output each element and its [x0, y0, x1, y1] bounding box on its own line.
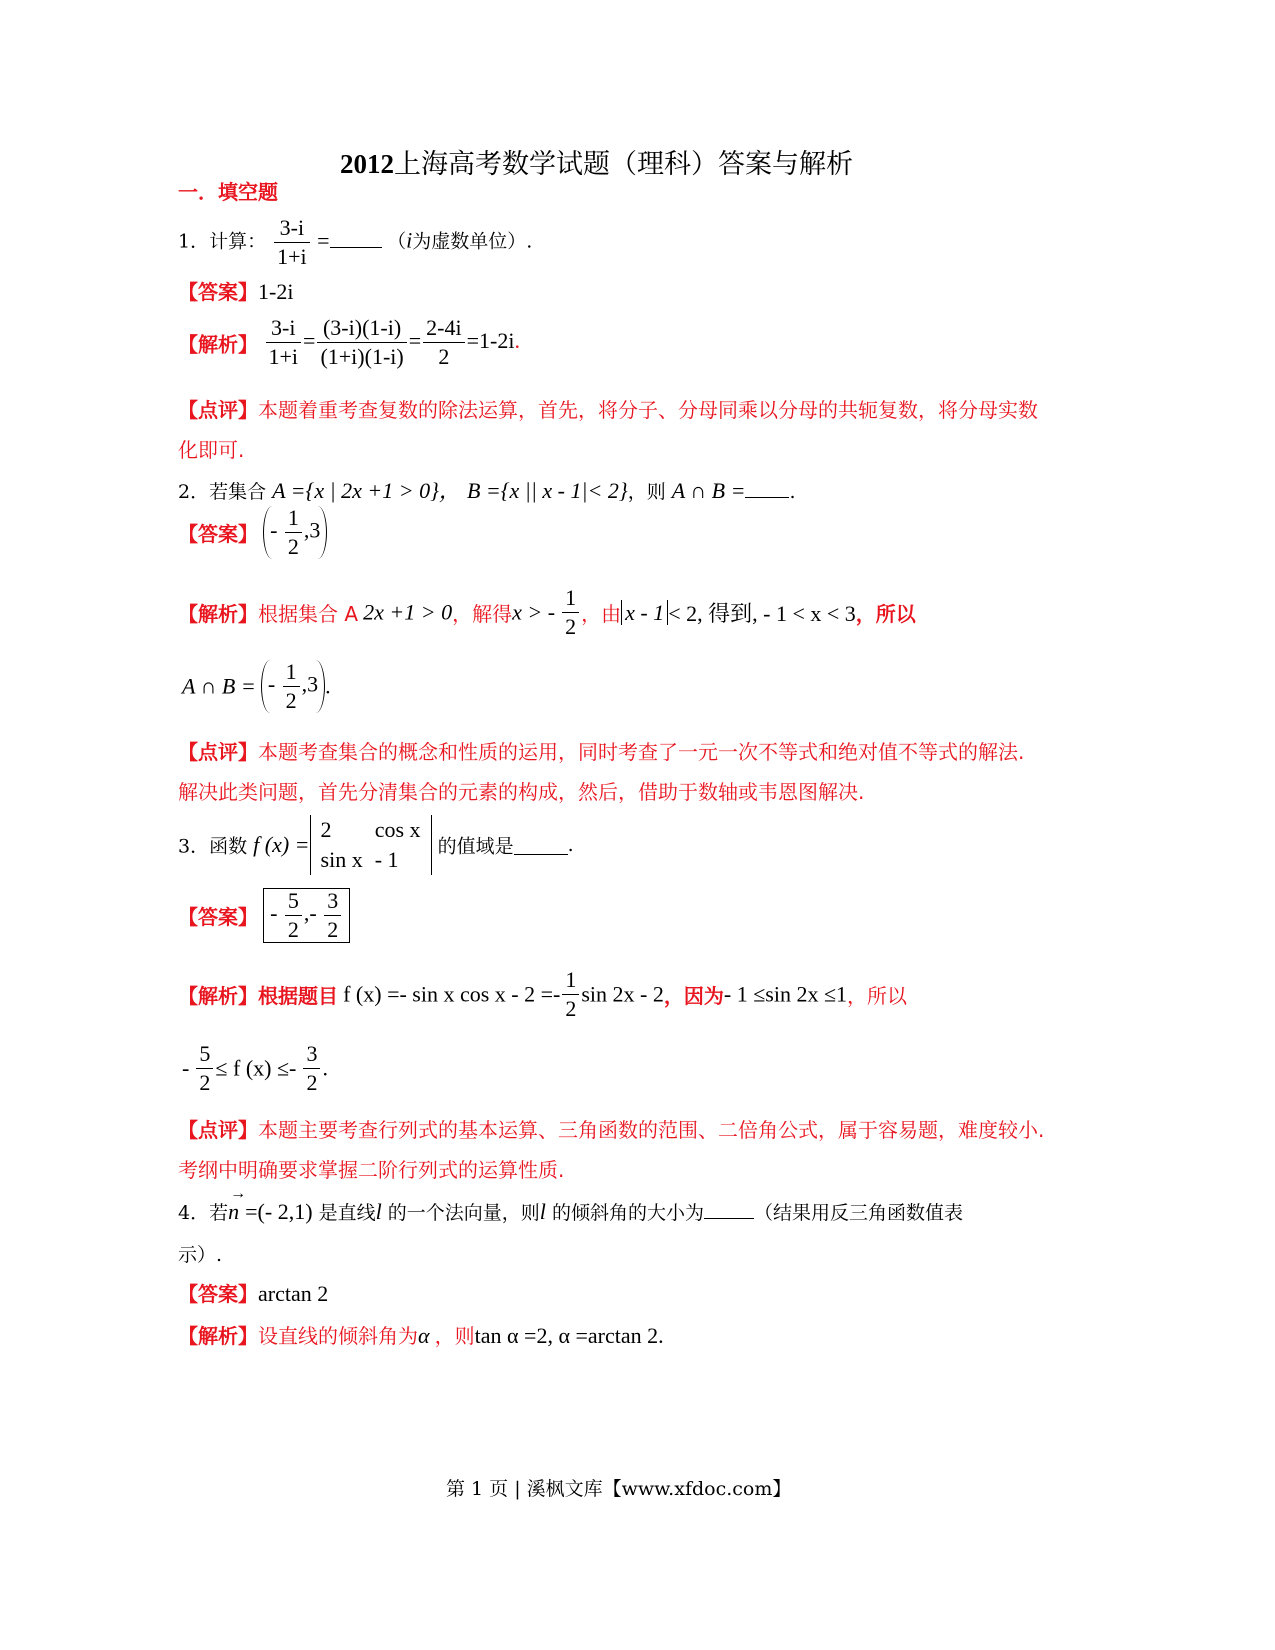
q3-determinant	[310, 815, 432, 875]
q1-comment-text1: 本题着重考查复数的除法运算，首先，将分子、分母同乘以分母的共轭复数，将分母实数	[258, 398, 1038, 422]
q3-comment-text1: 本题主要考查行列式的基本运算、三角函数的范围、二倍角公式，属于容易题，难度较小.	[258, 1118, 1045, 1142]
q1-paren: （	[387, 230, 407, 253]
title-text: 上海高考数学试题（理科）答案与解析	[394, 149, 853, 180]
q3-comment-line1	[178, 1114, 1044, 1143]
q2-ans-num: 1	[285, 506, 302, 533]
q4-analysis-label: 【解析】	[178, 1324, 258, 1348]
q4-vec-letter: n	[228, 1199, 240, 1224]
q3-prefix: 3．函数	[178, 835, 248, 858]
q1-suffix: 为虚数单位）.	[412, 230, 533, 253]
q3-sol-frac-num: 1	[562, 968, 579, 995]
q4-mid1: 是直线	[318, 1202, 376, 1224]
q3-det-c: sin x	[320, 847, 363, 872]
q2-sol-c: ，由	[581, 602, 622, 627]
q2-analysis-line2	[182, 660, 331, 713]
q4-line2: 示）.	[178, 1244, 223, 1266]
q1-analysis-label: 【解析】	[178, 332, 258, 357]
q2-sol-a: 根据集合 A	[258, 602, 359, 627]
q3-ans-b-den: 2	[327, 917, 339, 943]
q4-suffix: （结果用反三角函数值表	[753, 1202, 963, 1224]
q4-line-l2: l	[539, 1199, 546, 1224]
q2-ans-rest: ,3	[303, 517, 321, 543]
section-heading: 一．填空题	[178, 180, 278, 204]
page-title	[340, 142, 853, 181]
q2-prefix: 2．若集合	[178, 481, 267, 503]
q1-equals: =	[317, 227, 330, 253]
q4-blank	[704, 1200, 754, 1219]
q2-sol-ineq: 2x +1 > 0	[363, 599, 453, 625]
q2-end: .	[789, 481, 796, 503]
q3-answer-interval: - $\frac{5}{2}$ ,- $\frac{3}{2}$	[263, 888, 350, 943]
q1-comment-line1	[178, 394, 1038, 423]
title-year: 2012	[340, 149, 394, 179]
q2-answer-line	[178, 506, 327, 559]
q3-fx: f (x) =	[253, 832, 310, 857]
q1-sol-frac2-num: (3-i)(1-i)	[317, 316, 406, 343]
q2-sol-x: x > -	[512, 599, 556, 625]
q1-prefix: 1．计算：	[178, 230, 267, 253]
q3-sol2-neg: -	[182, 1055, 190, 1081]
q2-sol2-dot: .	[325, 673, 331, 699]
q4-eq: =(- 2,1)	[245, 1199, 313, 1224]
q2-sol2-interval: - $\frac{1}{2}$ ,3	[261, 660, 325, 713]
q2-sol-d: < 2, 得到, - 1 < x < 3	[668, 601, 856, 627]
q3-analysis-line2: - $\frac{5}{2}$ ≤ f (x) ≤- $\frac{3}{2}$ .	[182, 1041, 328, 1096]
q3-sol-frac-den: 2	[565, 996, 577, 1022]
q3-analysis-label: 【解析】	[178, 984, 258, 1009]
q3-sol2-dot: .	[322, 1055, 328, 1081]
question-1	[178, 216, 532, 269]
q3-sol-b: ，因为	[663, 984, 724, 1009]
q2-comment-label: 【点评】	[178, 740, 258, 764]
q3-sol-expr3: - 1 ≤sin 2x ≤1	[723, 981, 848, 1007]
q4-mid3: 的倾斜角的大小为	[551, 1202, 704, 1224]
q2-sol-e: ，所以	[855, 602, 916, 627]
q1-fraction	[274, 216, 310, 269]
question-3	[178, 815, 574, 875]
q1-sol-frac1-num: 3-i	[266, 316, 302, 343]
q3-sol-c: ，所以	[847, 984, 908, 1009]
q2-comment-line2: 解决此类问题，首先分清集合的元素的构成，然后，借助于数轴或韦恩图解决.	[178, 780, 865, 804]
q3-ans-b-num: 3	[324, 889, 341, 916]
q4-line-l: l	[375, 1199, 382, 1224]
q4-answer-label: 【答案】	[178, 1282, 258, 1306]
q3-ans-a-den: 2	[287, 917, 299, 943]
question-2	[178, 474, 796, 505]
q1-sol-result: =1-2i	[466, 327, 515, 353]
q1-i: i	[406, 227, 413, 253]
q1-answer-line	[178, 276, 293, 305]
q4-answer-line	[178, 1278, 328, 1307]
q1-sol-frac3-num: 2-4i	[423, 316, 464, 343]
q2-analysis-label: 【解析】	[178, 602, 258, 627]
q3-analysis-line	[178, 968, 907, 1021]
q2-ans-den: 2	[287, 534, 299, 560]
q1-comment-label: 【点评】	[178, 398, 258, 422]
q4-mid2: 的一个法向量，则	[387, 1202, 540, 1224]
q4-analysis-line	[178, 1320, 664, 1349]
q2-answer-label: 【答案】	[178, 522, 258, 547]
q2-sol2-ab: A ∩ B =	[182, 673, 256, 699]
page-footer: 第 1 页 | 溪枫文库【www.xfdoc.com】	[446, 1478, 792, 1500]
q3-blank	[514, 836, 568, 855]
q2-set-a: A ={x | 2x +1 > 0}，	[272, 478, 461, 503]
q3-suffix: 的值域是	[437, 835, 514, 858]
q2-set-b: B ={x || x - 1|< 2}	[466, 478, 628, 503]
q3-det-a: 2	[320, 817, 332, 842]
q1-blank	[330, 229, 382, 248]
q2-sol-b: ，解得	[452, 602, 513, 627]
q2-analysis-line: 【解析】根据集合 A 2x +1 > 0，解得x > - $\frac{1}{2}$ ，由 x - 1 < 2, 得到, - 1 < x < 3，所以	[178, 585, 916, 640]
q3-comment-line2: 考纲中明确要求掌握二阶行列式的运算性质.	[178, 1158, 565, 1182]
q1-answer: 1-2i	[258, 279, 294, 304]
q3-sol-expr2: sin 2x - 2	[581, 981, 664, 1007]
q3-answer-label: 【答案】	[178, 905, 258, 930]
q2-ans-minus: -	[270, 517, 278, 543]
q3-sol-expr1: f (x) =- sin x cos x - 2 =-	[343, 981, 561, 1007]
q2-answer-interval	[263, 506, 327, 559]
q4-prefix: 4．若	[178, 1202, 229, 1224]
q1-frac-num: 3-i	[274, 216, 310, 243]
q1-answer-label: 【答案】	[178, 280, 258, 304]
q4-sol-dot: .	[658, 1323, 664, 1348]
q4-sol-expr: tan α =2, α =arctan 2	[474, 1323, 659, 1348]
q2-comment-line1	[178, 736, 1024, 765]
q3-ans-a-num: 5	[285, 889, 302, 916]
q2-intersection: A ∩ B =	[671, 478, 746, 503]
question-4	[178, 1185, 963, 1225]
q1-analysis-line: 【解析】 $\frac{3-i}{1+i}$ = $\frac{(3-i)(1-i)}{(1+i)(1-i)}$ = $\frac{2-4i}{2}$ =1-2i.	[178, 315, 520, 370]
q3-comment-label: 【点评】	[178, 1118, 258, 1142]
q3-sol2-mid: ≤ f (x) ≤-	[215, 1055, 297, 1081]
q3-det-d: - 1	[374, 847, 399, 872]
q2-blank	[745, 479, 789, 498]
q2-sol-abs: x - 1	[621, 600, 668, 625]
q2-comment-text1: 本题考查集合的概念和性质的运用，同时考查了一元一次不等式和绝对值不等式的解法.	[258, 740, 1025, 764]
q4-answer: arctan 2	[258, 1281, 329, 1306]
q1-frac-den: 1+i	[277, 244, 307, 270]
q3-end: .	[567, 834, 574, 856]
q1-comment-line2: 化即可.	[178, 438, 245, 462]
q3-answer-line	[178, 888, 350, 943]
q2-then: ，则	[627, 481, 666, 503]
q3-sol-a: 根据题目	[258, 984, 338, 1009]
q1-sol-frac3-den: 2	[438, 344, 450, 370]
q1-sol-frac1-den: 1+i	[268, 344, 299, 370]
q4-alpha: α	[418, 1323, 430, 1348]
q3-det-b: cos x	[374, 817, 421, 842]
q1-sol-frac2-den: (1+i)(1-i)	[320, 344, 404, 370]
q4-vector-n: → n	[228, 1185, 247, 1224]
q4-sol-b: ，则	[434, 1324, 475, 1348]
q4-sol-a: 设直线的倾斜角为	[258, 1324, 418, 1348]
